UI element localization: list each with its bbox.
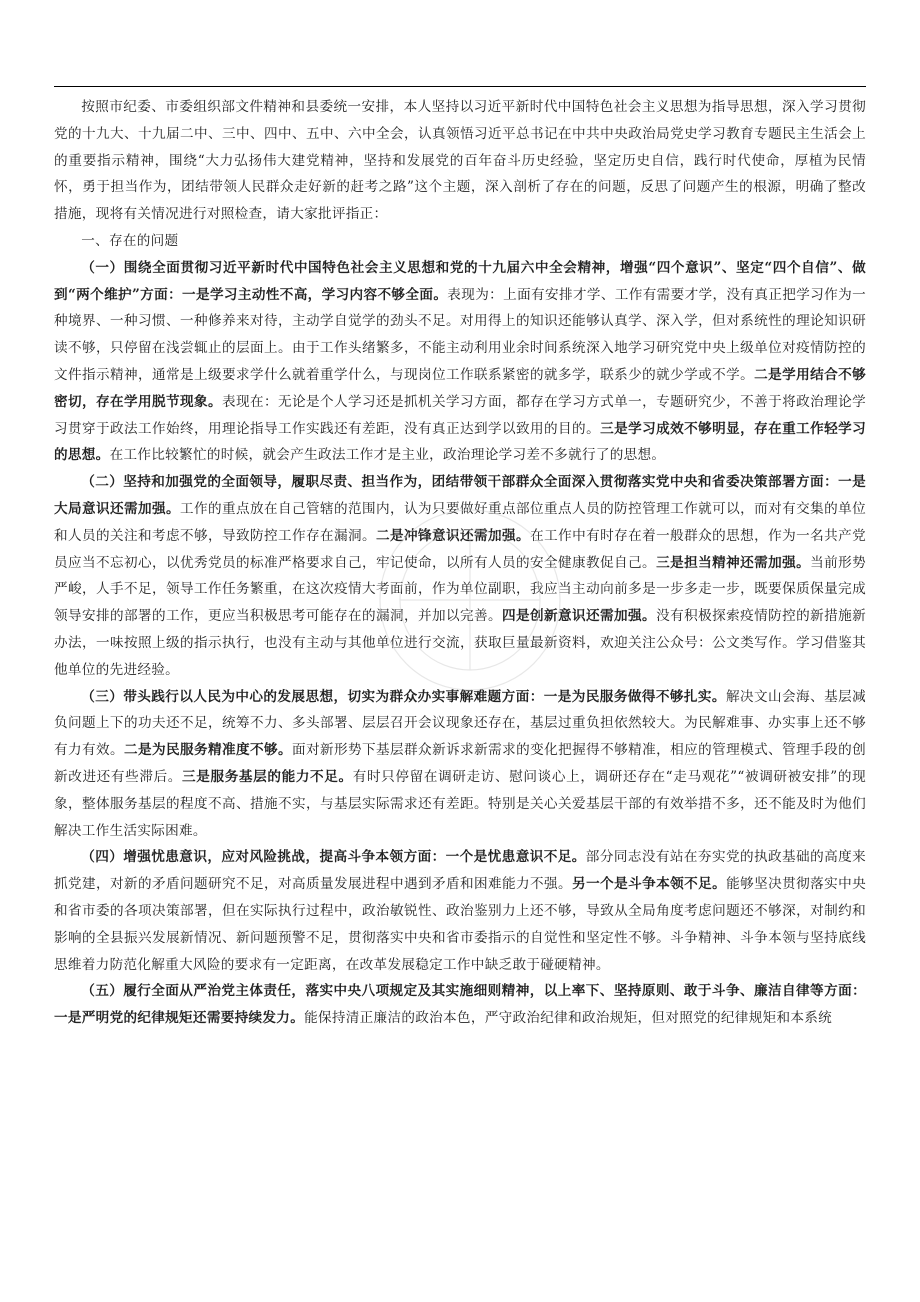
paragraph-study-lead: （一）围绕全面贯彻习近平新时代中国特色社会主义思想和党的十九届六中全会精神，增强“四个意识”、坚定“四个自信”、做到“两个维护”方面：一是学习主动性不高，学习内容不够全面。 — [54, 259, 866, 303]
paragraph-discipline-lead: （五）履行全面从严治党主体责任，落实中央八项规定及其实施细则精神，以上率下、坚持原则、敢于斗争、廉洁自律等方面：一是严明党的纪律规矩还需要持续发力。 — [54, 983, 866, 1027]
paragraph-leadership-lead: （二）坚持和加强党的全面领导，履职尽责、担当作为，团结带领干部群众全面深入贯彻落实党中央和省委决策部署方面：一是大局意识还需加强。 — [54, 474, 866, 517]
paragraph-study — [54, 255, 866, 469]
section-heading-problems: 一、存在的问题 — [81, 232, 179, 249]
paragraph-people-point-2: 二是为民服务精准度不够。 — [124, 742, 293, 759]
paragraph-risk-text-1: 部分同志没有站在夯实党的执政基础的高度来抓党建，对新的矛盾问题研究不足，对高质量发展进程中遇到矛盾和困难能力不强。 — [54, 849, 867, 893]
paragraph-people-centered — [54, 684, 866, 845]
paragraph-leadership-text-2: 在工作中有时存在着一般群众的思想，作为一名共产党员应当不忘初心，以优秀党员的标准严格要求自己，牢记使命，以所有人员的安全健康教促自己。 — [54, 527, 866, 571]
paragraph-study-point-3: 三是学习成效不够明显，存在重工作轻学习的思想。 — [54, 420, 867, 464]
paragraph-risk — [54, 844, 866, 978]
paragraph-risk-point-2: 另一个是斗争本领不足。 — [572, 876, 727, 893]
paragraph-leadership-point-4: 四是创新意识还需加强。 — [502, 608, 657, 625]
paragraph-leadership-point-3: 三是担当精神还需加强。 — [656, 554, 811, 571]
paragraph-leadership-text-3: 当前形势严峻，人手不足，领导工作任务繁重，在这次疫情大考面前，作为单位副职，我应当主动向前多是一步多走一步，既要保质保量完成领导安排的部署的工作，更应当积极思考可能存在的漏洞，并加以完善。 — [54, 554, 866, 625]
paragraph-risk-text-2: 能够坚决贯彻落实中央和省市委的各项决策部署，但在实际执行过程中，政治敏锐性、政治鉴别力上还不够，导致从全局角度考虑问题还不够深，对制约和影响的全县振兴发展新情况、新问题预警不足，贯彻落实中央和省市委指示的自觉性和坚定性不够。斗争精神、斗争本领与坚持底线思维着力防范化解重大风险的要求有一定距离，在改革发展稳定工作中缺乏敢于碰硬精神。 — [54, 876, 866, 973]
paragraph-study-text-3: 在工作比较繁忙的时候，就会产生政法工作才是主业，政治理论学习差不多就行了的思想。 — [109, 447, 666, 464]
paragraph-risk-lead: （四）增强忧患意识，应对风险挑战，提高斗争本领方面：一个是忧患意识不足。 — [81, 849, 586, 866]
paragraph-discipline-text-1: 能保持清正廉洁的政治本色，严守政治纪律和政治规矩，但对照党的纪律规矩和本系统 — [304, 1010, 833, 1027]
paragraph-people-text-3: 有时只停留在调研走访、慰问谈心上，调研还存在“走马观花”“被调研被安排”的现象，整体服务基层的程度不高、措施不实，与基层实际需求还有差距。特别是关心关爱基层干部的有效举措不多，还不能及时为他们解决工作生活实际困难。 — [54, 768, 867, 839]
paragraph-people-lead: （三）带头践行以人民为中心的发展思想，切实为群众办实事解难题方面：一是为民服务做得不够扎实。 — [81, 688, 726, 705]
paragraph-leadership-text-1: 工作的重点放在自己管辖的范围内，认为只要做好重点部位重点人员的防控管理工作就可以，而对有交集的单位和人员的关注和考虑不够，导致防控工作存在漏洞。 — [54, 500, 866, 544]
paragraph-study-point-2: 二是学用结合不够密切，存在学用脱节现象。 — [54, 366, 866, 410]
paragraph-discipline — [54, 978, 866, 1032]
paragraph-study-text-2: 表现在：无论是个人学习还是抓机关学习方面，都存在学习方式单一，专题研究少，不善于将政治理论学习贯穿于政法工作始终，用理论指导工作实践还有差距，没有真正达到学以致用的目的。 — [54, 393, 866, 437]
header-rule — [54, 86, 866, 87]
paragraph-leadership-text-4: 没有积极探索疫情防控的新措施新办法，一味按照上级的指示执行，也没有主动与其他单位进行交流，获取巨量最新资料，欢迎关注公众号：公文类写作。学习借鉴其他单位的先进经验。 — [54, 608, 866, 678]
document-body — [54, 94, 866, 1032]
paragraph-people-text-1: 解决文山会海、基层减负问题上下的功夫还不足，统筹不力、多头部署、层层召开会议现象还存在，基层过重负担依然较大。为民解难事、办实事上还不够有力有效。 — [54, 688, 867, 759]
paragraph-study-text-1: 表现为：上面有安排才学、工作有需要才学，没有真正把学习作为一种境界、一种习惯、一种修养来对待，主动学自觉学的劲头不足。对用得上的知识还能够认真学、深入学，但对系统性的理论知识研读不够，只停留在浅尝辄止的层面上。由于工作头绪繁多，不能主动利用业余时间系统深入地学习研究党中央上级单位对疫情防控的文件指示精神，通常是上级要求学什么就着重学什么，与现岗位工作联系紧密的就多学，联系少的就少学或不学。 — [54, 286, 866, 383]
intro-paragraph: 按照市纪委、市委组织部文件精神和县委统一安排，本人坚持以习近平新时代中国特色社会主义思想为指导思想，深入学习贯彻党的十九大、十九届二中、三中、四中、五中、六中全会，认真领悟习近平总书记在中共中央政治局党史学习教育专题民主生活会上的重要指示精神，围绕“大力弘扬伟大建党精神，坚持和发展党的百年奋斗历史经验，坚定历史自信，践行时代使命，厚植为民情怀，勇于担当作为，团结带领人民群众走好新的赶考之路”这个主题，深入剖析了存在的问题，反思了问题产生的根源，明确了整改措施，现将有关情况进行对照检查，请大家批评指正： — [54, 99, 866, 223]
paragraph-people-text-2: 面对新形势下基层群众新诉求新需求的变化把握得不够精准，相应的管理模式、管理手段的创新改进还有些滞后。 — [54, 742, 867, 785]
paragraph-people-point-3: 三是服务基层的能力不足。 — [182, 768, 353, 785]
paragraph-leadership — [54, 469, 866, 683]
paragraph-leadership-point-2: 二是冲锋意识还需加强。 — [376, 527, 531, 544]
